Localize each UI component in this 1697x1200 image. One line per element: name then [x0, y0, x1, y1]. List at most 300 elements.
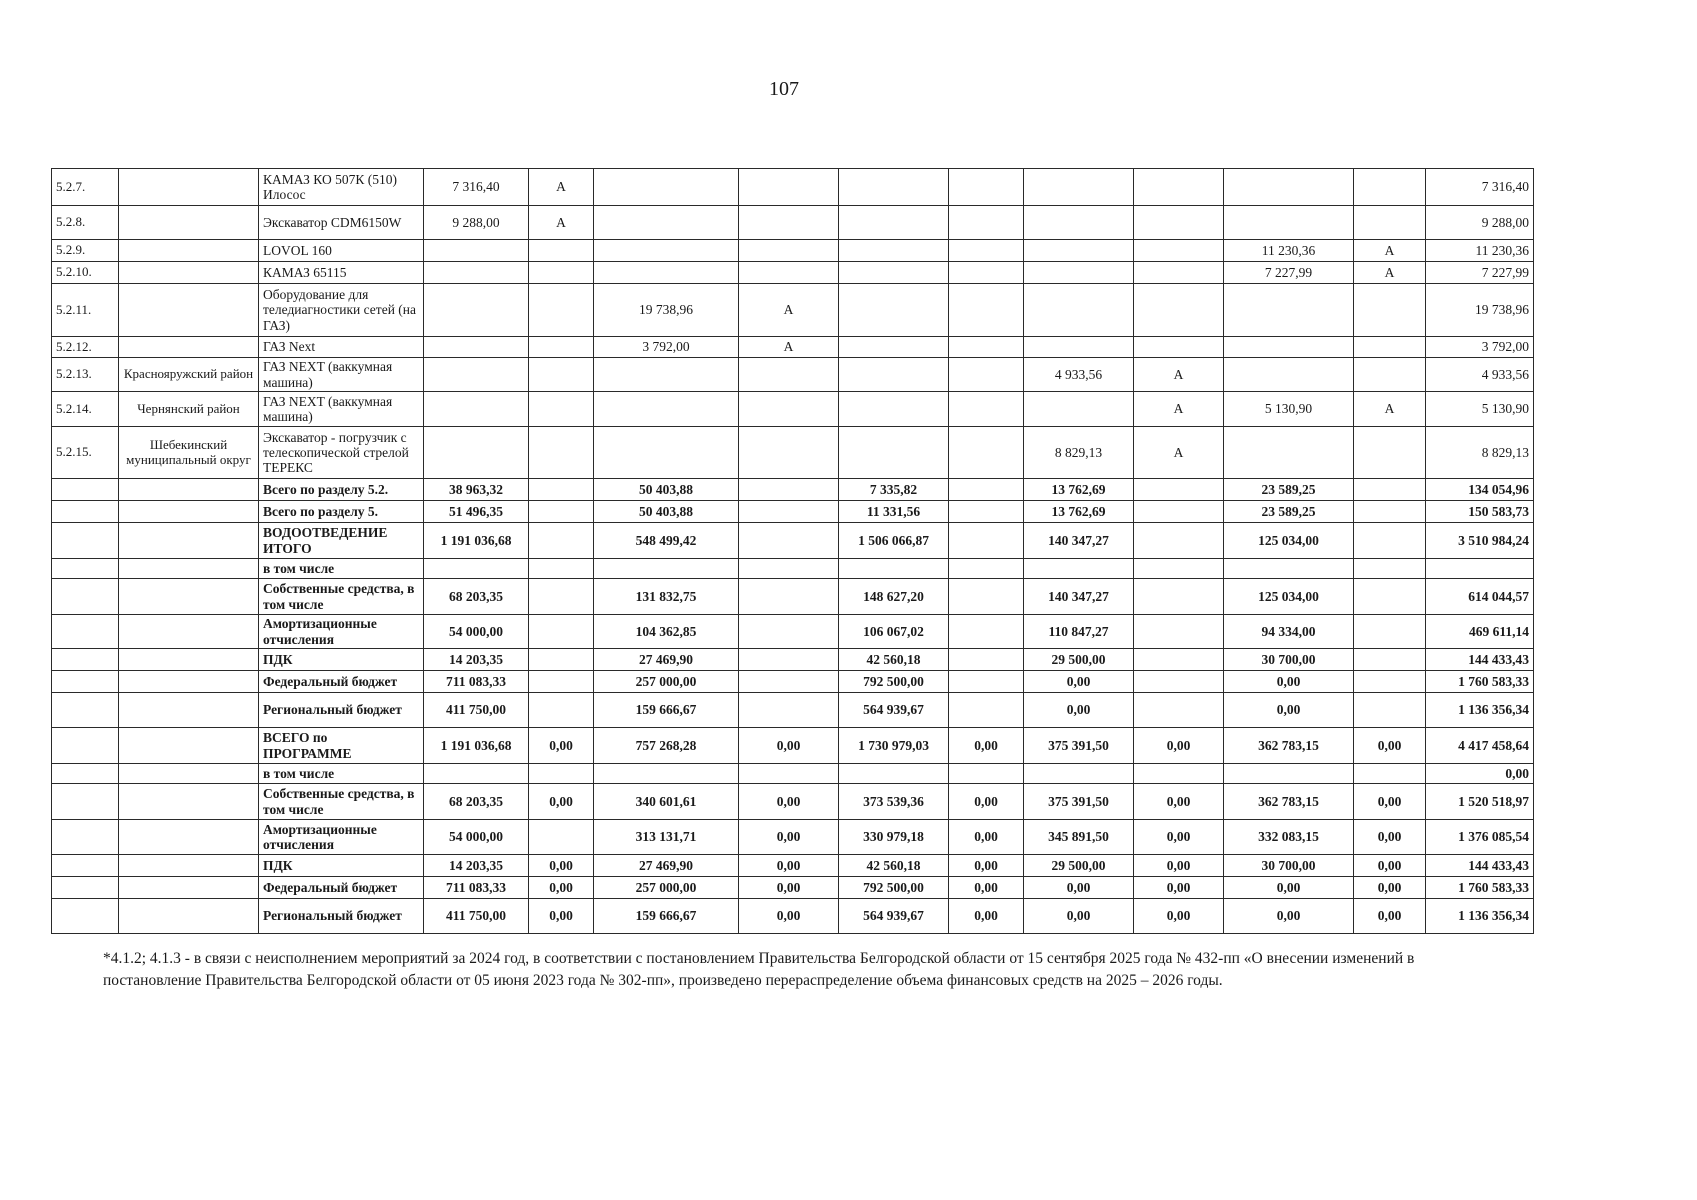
- amount-col-5: [1224, 427, 1354, 479]
- item-code: [52, 728, 119, 764]
- flag-col-3: [949, 523, 1024, 559]
- amount-col-4: [1024, 392, 1134, 427]
- amount-col-1: 68 203,35: [424, 784, 529, 820]
- amount-col-5: 5 130,90: [1224, 392, 1354, 427]
- item-code: [52, 764, 119, 784]
- amount-col-3: [839, 206, 949, 240]
- amount-col-3: [839, 427, 949, 479]
- table-row: [52, 284, 1534, 337]
- item-name: Амортизационные отчисления: [259, 820, 424, 855]
- district-name: [119, 784, 259, 820]
- item-name: ВСЕГО по ПРОГРАММЕ: [259, 728, 424, 764]
- district-name: [119, 899, 259, 934]
- item-name: ПДК: [259, 855, 424, 877]
- flag-col-3: [949, 764, 1024, 784]
- flag-col-3: [949, 559, 1024, 579]
- amount-col-5: 362 783,15: [1224, 728, 1354, 764]
- flag-col-2: [739, 479, 839, 501]
- amount-col-1: 411 750,00: [424, 899, 529, 934]
- flag-col-5: А: [1354, 240, 1426, 262]
- flag-col-4: А: [1134, 392, 1224, 427]
- flag-col-2: [739, 579, 839, 615]
- item-name: ГАЗ NEXT (ваккумная машина): [259, 392, 424, 427]
- flag-col-5: [1354, 337, 1426, 358]
- item-name: Региональный бюджет: [259, 899, 424, 934]
- amount-col-2: [594, 427, 739, 479]
- item-name: ГАЗ Next: [259, 337, 424, 358]
- flag-col-1: 0,00: [529, 855, 594, 877]
- amount-col-2: [594, 240, 739, 262]
- amount-col-3: 11 331,56: [839, 501, 949, 523]
- flag-col-2: 0,00: [739, 820, 839, 855]
- amount-col-3: 7 335,82: [839, 479, 949, 501]
- item-code: 5.2.10.: [52, 262, 119, 284]
- district-name: [119, 523, 259, 559]
- amount-total: 144 433,43: [1426, 649, 1534, 671]
- item-code: 5.2.14.: [52, 392, 119, 427]
- amount-total: 3 510 984,24: [1426, 523, 1534, 559]
- district-name: [119, 671, 259, 693]
- flag-col-4: [1134, 693, 1224, 728]
- flag-col-1: 0,00: [529, 877, 594, 899]
- district-name: [119, 649, 259, 671]
- flag-col-3: [949, 479, 1024, 501]
- flag-col-5: [1354, 671, 1426, 693]
- district-name: [119, 877, 259, 899]
- amount-total: 1 136 356,34: [1426, 693, 1534, 728]
- flag-col-1: 0,00: [529, 899, 594, 934]
- flag-col-4: [1134, 169, 1224, 206]
- flag-col-3: 0,00: [949, 728, 1024, 764]
- amount-total: 7 227,99: [1426, 262, 1534, 284]
- district-name: [119, 501, 259, 523]
- flag-col-2: 0,00: [739, 877, 839, 899]
- flag-col-2: [739, 693, 839, 728]
- amount-col-5: 125 034,00: [1224, 579, 1354, 615]
- item-name: ВОДООТВЕДЕНИЕ ИТОГО: [259, 523, 424, 559]
- item-code: 5.2.12.: [52, 337, 119, 358]
- flag-col-4: 0,00: [1134, 899, 1224, 934]
- flag-col-3: [949, 693, 1024, 728]
- flag-col-4: [1134, 337, 1224, 358]
- item-code: [52, 523, 119, 559]
- amount-total: 144 433,43: [1426, 855, 1534, 877]
- footnote: *4.1.2; 4.1.3 - в связи с неисполнением мероприятий за 2024 год, в соответствии с постановлением Правительства Белгородской области от 15 сентября 2025 года № 432-пп «О внесении изменений в постановление Правительства Белгородской области от 05 июня 2023 года № 302-пп», произведено перераспределение объема финансовых средств на 2025 – 2026 годы.: [103, 950, 1415, 989]
- flag-col-4: [1134, 284, 1224, 337]
- flag-col-5: [1354, 479, 1426, 501]
- amount-col-4: [1024, 764, 1134, 784]
- item-code: [52, 479, 119, 501]
- table-row: [52, 877, 1534, 899]
- amount-col-1: [424, 358, 529, 392]
- amount-total: [1426, 559, 1534, 579]
- item-name: КАМАЗ КО 507К (510) Илосос: [259, 169, 424, 206]
- amount-col-5: 7 227,99: [1224, 262, 1354, 284]
- amount-col-2: 757 268,28: [594, 728, 739, 764]
- amount-total: 4 933,56: [1426, 358, 1534, 392]
- flag-col-4: 0,00: [1134, 784, 1224, 820]
- amount-col-3: [839, 358, 949, 392]
- item-name: Амортизационные отчисления: [259, 615, 424, 649]
- flag-col-5: [1354, 559, 1426, 579]
- amount-col-5: [1224, 559, 1354, 579]
- flag-col-3: 0,00: [949, 784, 1024, 820]
- district-name: [119, 820, 259, 855]
- amount-col-4: 375 391,50: [1024, 784, 1134, 820]
- amount-col-4: [1024, 262, 1134, 284]
- flag-col-1: [529, 358, 594, 392]
- item-code: [52, 559, 119, 579]
- amount-total: 1 136 356,34: [1426, 899, 1534, 934]
- item-code: [52, 579, 119, 615]
- amount-col-2: 548 499,42: [594, 523, 739, 559]
- flag-col-2: [739, 523, 839, 559]
- item-code: 5.2.15.: [52, 427, 119, 479]
- flag-col-2: [739, 262, 839, 284]
- amount-col-4: 345 891,50: [1024, 820, 1134, 855]
- item-code: 5.2.13.: [52, 358, 119, 392]
- amount-col-1: [424, 559, 529, 579]
- flag-col-1: [529, 479, 594, 501]
- flag-col-1: [529, 820, 594, 855]
- flag-col-2: [739, 671, 839, 693]
- amount-col-2: 50 403,88: [594, 479, 739, 501]
- amount-col-5: 0,00: [1224, 693, 1354, 728]
- amount-col-4: 375 391,50: [1024, 728, 1134, 764]
- item-name: Экскаватор - погрузчик с телескопической стрелой ТЕРЕКС: [259, 427, 424, 479]
- amount-col-1: 54 000,00: [424, 615, 529, 649]
- flag-col-1: [529, 615, 594, 649]
- flag-col-4: [1134, 671, 1224, 693]
- amount-col-3: [839, 262, 949, 284]
- flag-col-5: [1354, 501, 1426, 523]
- amount-col-3: 42 560,18: [839, 855, 949, 877]
- amount-col-5: 0,00: [1224, 671, 1354, 693]
- amount-col-4: [1024, 240, 1134, 262]
- flag-col-2: [739, 427, 839, 479]
- item-name: Экскаватор CDM6150W: [259, 206, 424, 240]
- table-row: [52, 764, 1534, 784]
- amount-col-2: 131 832,75: [594, 579, 739, 615]
- flag-col-5: 0,00: [1354, 784, 1426, 820]
- amount-col-1: 14 203,35: [424, 855, 529, 877]
- item-code: 5.2.7.: [52, 169, 119, 206]
- amount-col-5: [1224, 358, 1354, 392]
- flag-col-3: [949, 501, 1024, 523]
- flag-col-2: 0,00: [739, 899, 839, 934]
- district-name: [119, 262, 259, 284]
- amount-col-1: 38 963,32: [424, 479, 529, 501]
- amount-col-2: [594, 559, 739, 579]
- amount-col-5: 30 700,00: [1224, 649, 1354, 671]
- item-name: ГАЗ NEXT (ваккумная машина): [259, 358, 424, 392]
- flag-col-3: [949, 615, 1024, 649]
- amount-col-4: 140 347,27: [1024, 523, 1134, 559]
- amount-col-1: [424, 337, 529, 358]
- amount-col-2: 50 403,88: [594, 501, 739, 523]
- amount-col-3: 42 560,18: [839, 649, 949, 671]
- amount-col-4: 0,00: [1024, 899, 1134, 934]
- flag-col-1: [529, 240, 594, 262]
- amount-col-5: 94 334,00: [1224, 615, 1354, 649]
- district-name: [119, 579, 259, 615]
- amount-col-5: 0,00: [1224, 877, 1354, 899]
- amount-col-3: 1 506 066,87: [839, 523, 949, 559]
- amount-col-1: [424, 284, 529, 337]
- flag-col-2: [739, 392, 839, 427]
- flag-col-2: 0,00: [739, 784, 839, 820]
- flag-col-4: [1134, 615, 1224, 649]
- flag-col-4: 0,00: [1134, 855, 1224, 877]
- amount-col-2: [594, 392, 739, 427]
- amount-col-5: 23 589,25: [1224, 501, 1354, 523]
- amount-col-3: 564 939,67: [839, 693, 949, 728]
- amount-col-3: 106 067,02: [839, 615, 949, 649]
- item-name: Всего по разделу 5.: [259, 501, 424, 523]
- flag-col-3: [949, 284, 1024, 337]
- amount-col-1: [424, 764, 529, 784]
- flag-col-3: [949, 262, 1024, 284]
- table-row: [52, 523, 1534, 559]
- flag-col-5: [1354, 615, 1426, 649]
- amount-col-4: [1024, 169, 1134, 206]
- amount-col-3: [839, 559, 949, 579]
- amount-col-3: [839, 169, 949, 206]
- district-name: [119, 206, 259, 240]
- table-row: [52, 358, 1534, 392]
- table-row: [52, 899, 1534, 934]
- amount-col-5: [1224, 337, 1354, 358]
- flag-col-4: [1134, 262, 1224, 284]
- table-row: [52, 169, 1534, 206]
- amount-total: 150 583,73: [1426, 501, 1534, 523]
- district-name: [119, 693, 259, 728]
- flag-col-1: [529, 337, 594, 358]
- amount-col-5: 23 589,25: [1224, 479, 1354, 501]
- table-row: [52, 337, 1534, 358]
- amount-total: 5 130,90: [1426, 392, 1534, 427]
- district-name: [119, 284, 259, 337]
- amount-col-1: 68 203,35: [424, 579, 529, 615]
- flag-col-2: [739, 240, 839, 262]
- amount-col-2: 3 792,00: [594, 337, 739, 358]
- amount-col-1: [424, 392, 529, 427]
- amount-col-4: 140 347,27: [1024, 579, 1134, 615]
- flag-col-4: [1134, 579, 1224, 615]
- amount-total: 11 230,36: [1426, 240, 1534, 262]
- amount-col-1: 1 191 036,68: [424, 728, 529, 764]
- flag-col-3: [949, 392, 1024, 427]
- item-name: в том числе: [259, 764, 424, 784]
- flag-col-1: 0,00: [529, 728, 594, 764]
- amount-col-3: 792 500,00: [839, 877, 949, 899]
- amount-col-3: 564 939,67: [839, 899, 949, 934]
- amount-total: 19 738,96: [1426, 284, 1534, 337]
- amount-col-1: 7 316,40: [424, 169, 529, 206]
- district-name: [119, 559, 259, 579]
- amount-col-2: 27 469,90: [594, 855, 739, 877]
- item-code: [52, 649, 119, 671]
- amount-col-2: 313 131,71: [594, 820, 739, 855]
- flag-col-3: [949, 240, 1024, 262]
- district-name: Шебекинский муниципальный округ: [119, 427, 259, 479]
- flag-col-3: [949, 671, 1024, 693]
- table-row: [52, 784, 1534, 820]
- item-code: [52, 693, 119, 728]
- item-code: [52, 784, 119, 820]
- amount-col-4: [1024, 206, 1134, 240]
- amount-col-5: [1224, 206, 1354, 240]
- flag-col-4: А: [1134, 427, 1224, 479]
- amount-col-1: 411 750,00: [424, 693, 529, 728]
- amount-col-4: [1024, 284, 1134, 337]
- flag-col-5: 0,00: [1354, 855, 1426, 877]
- amount-col-1: [424, 240, 529, 262]
- table-row: [52, 693, 1534, 728]
- flag-col-1: 0,00: [529, 784, 594, 820]
- flag-col-4: [1134, 523, 1224, 559]
- district-name: [119, 337, 259, 358]
- flag-col-4: [1134, 764, 1224, 784]
- flag-col-2: А: [739, 337, 839, 358]
- flag-col-3: [949, 337, 1024, 358]
- amount-col-5: 11 230,36: [1224, 240, 1354, 262]
- flag-col-5: [1354, 169, 1426, 206]
- flag-col-4: [1134, 206, 1224, 240]
- table-row: [52, 615, 1534, 649]
- flag-col-5: 0,00: [1354, 877, 1426, 899]
- flag-col-1: [529, 764, 594, 784]
- table-row: [52, 559, 1534, 579]
- amount-col-1: [424, 262, 529, 284]
- flag-col-5: [1354, 764, 1426, 784]
- item-name: КАМАЗ 65115: [259, 262, 424, 284]
- flag-col-5: [1354, 284, 1426, 337]
- flag-col-4: [1134, 479, 1224, 501]
- item-name: Региональный бюджет: [259, 693, 424, 728]
- table-row: [52, 728, 1534, 764]
- amount-total: 7 316,40: [1426, 169, 1534, 206]
- amount-col-3: [839, 240, 949, 262]
- flag-col-2: [739, 615, 839, 649]
- amount-col-5: [1224, 169, 1354, 206]
- item-name: Федеральный бюджет: [259, 877, 424, 899]
- item-code: [52, 615, 119, 649]
- amount-col-2: 257 000,00: [594, 671, 739, 693]
- amount-col-1: 14 203,35: [424, 649, 529, 671]
- amount-col-5: 0,00: [1224, 899, 1354, 934]
- flag-col-2: [739, 649, 839, 671]
- item-code: [52, 501, 119, 523]
- flag-col-1: [529, 671, 594, 693]
- amount-col-2: 159 666,67: [594, 899, 739, 934]
- amount-col-5: 332 083,15: [1224, 820, 1354, 855]
- district-name: [119, 615, 259, 649]
- page-number: 107: [769, 78, 799, 100]
- amount-col-4: 0,00: [1024, 877, 1134, 899]
- item-code: [52, 877, 119, 899]
- flag-col-1: [529, 427, 594, 479]
- district-name: [119, 169, 259, 206]
- flag-col-1: А: [529, 169, 594, 206]
- flag-col-2: [739, 501, 839, 523]
- flag-col-5: 0,00: [1354, 899, 1426, 934]
- table-row: [52, 427, 1534, 479]
- flag-col-4: А: [1134, 358, 1224, 392]
- amount-col-3: [839, 392, 949, 427]
- amount-col-4: 0,00: [1024, 671, 1134, 693]
- amount-col-3: 148 627,20: [839, 579, 949, 615]
- district-name: [119, 479, 259, 501]
- flag-col-3: 0,00: [949, 820, 1024, 855]
- amount-total: 134 054,96: [1426, 479, 1534, 501]
- item-name: Собственные средства, в том числе: [259, 784, 424, 820]
- amount-col-4: [1024, 337, 1134, 358]
- flag-col-2: [739, 559, 839, 579]
- item-name: Всего по разделу 5.2.: [259, 479, 424, 501]
- item-name: Федеральный бюджет: [259, 671, 424, 693]
- table-row: [52, 501, 1534, 523]
- flag-col-3: 0,00: [949, 855, 1024, 877]
- flag-col-2: [739, 764, 839, 784]
- amount-col-4: 29 500,00: [1024, 649, 1134, 671]
- flag-col-1: [529, 523, 594, 559]
- amount-total: 1 520 518,97: [1426, 784, 1534, 820]
- budget-table: [51, 168, 1534, 934]
- item-code: 5.2.8.: [52, 206, 119, 240]
- flag-col-3: 0,00: [949, 899, 1024, 934]
- item-code: 5.2.9.: [52, 240, 119, 262]
- table-row: [52, 262, 1534, 284]
- table-row: [52, 671, 1534, 693]
- flag-col-4: [1134, 240, 1224, 262]
- amount-col-2: 27 469,90: [594, 649, 739, 671]
- item-name: ПДК: [259, 649, 424, 671]
- amount-total: 4 417 458,64: [1426, 728, 1534, 764]
- flag-col-4: [1134, 559, 1224, 579]
- flag-col-4: [1134, 649, 1224, 671]
- amount-total: 3 792,00: [1426, 337, 1534, 358]
- flag-col-5: [1354, 358, 1426, 392]
- flag-col-5: [1354, 693, 1426, 728]
- district-name: [119, 240, 259, 262]
- amount-col-4: 13 762,69: [1024, 479, 1134, 501]
- flag-col-5: [1354, 206, 1426, 240]
- flag-col-1: [529, 284, 594, 337]
- flag-col-3: [949, 206, 1024, 240]
- item-code: [52, 899, 119, 934]
- item-name: Собственные средства, в том числе: [259, 579, 424, 615]
- amount-col-2: [594, 764, 739, 784]
- district-name: Краснояружский район: [119, 358, 259, 392]
- amount-col-1: 9 288,00: [424, 206, 529, 240]
- amount-col-5: [1224, 284, 1354, 337]
- flag-col-3: 0,00: [949, 877, 1024, 899]
- item-name: LOVOL 160: [259, 240, 424, 262]
- flag-col-4: 0,00: [1134, 877, 1224, 899]
- amount-col-1: 711 083,33: [424, 877, 529, 899]
- table-row: [52, 820, 1534, 855]
- table-row: [52, 649, 1534, 671]
- amount-col-3: 792 500,00: [839, 671, 949, 693]
- amount-col-2: 159 666,67: [594, 693, 739, 728]
- amount-col-2: [594, 358, 739, 392]
- amount-total: 469 611,14: [1426, 615, 1534, 649]
- flag-col-5: [1354, 579, 1426, 615]
- district-name: Чернянский район: [119, 392, 259, 427]
- flag-col-1: [529, 262, 594, 284]
- amount-col-3: [839, 284, 949, 337]
